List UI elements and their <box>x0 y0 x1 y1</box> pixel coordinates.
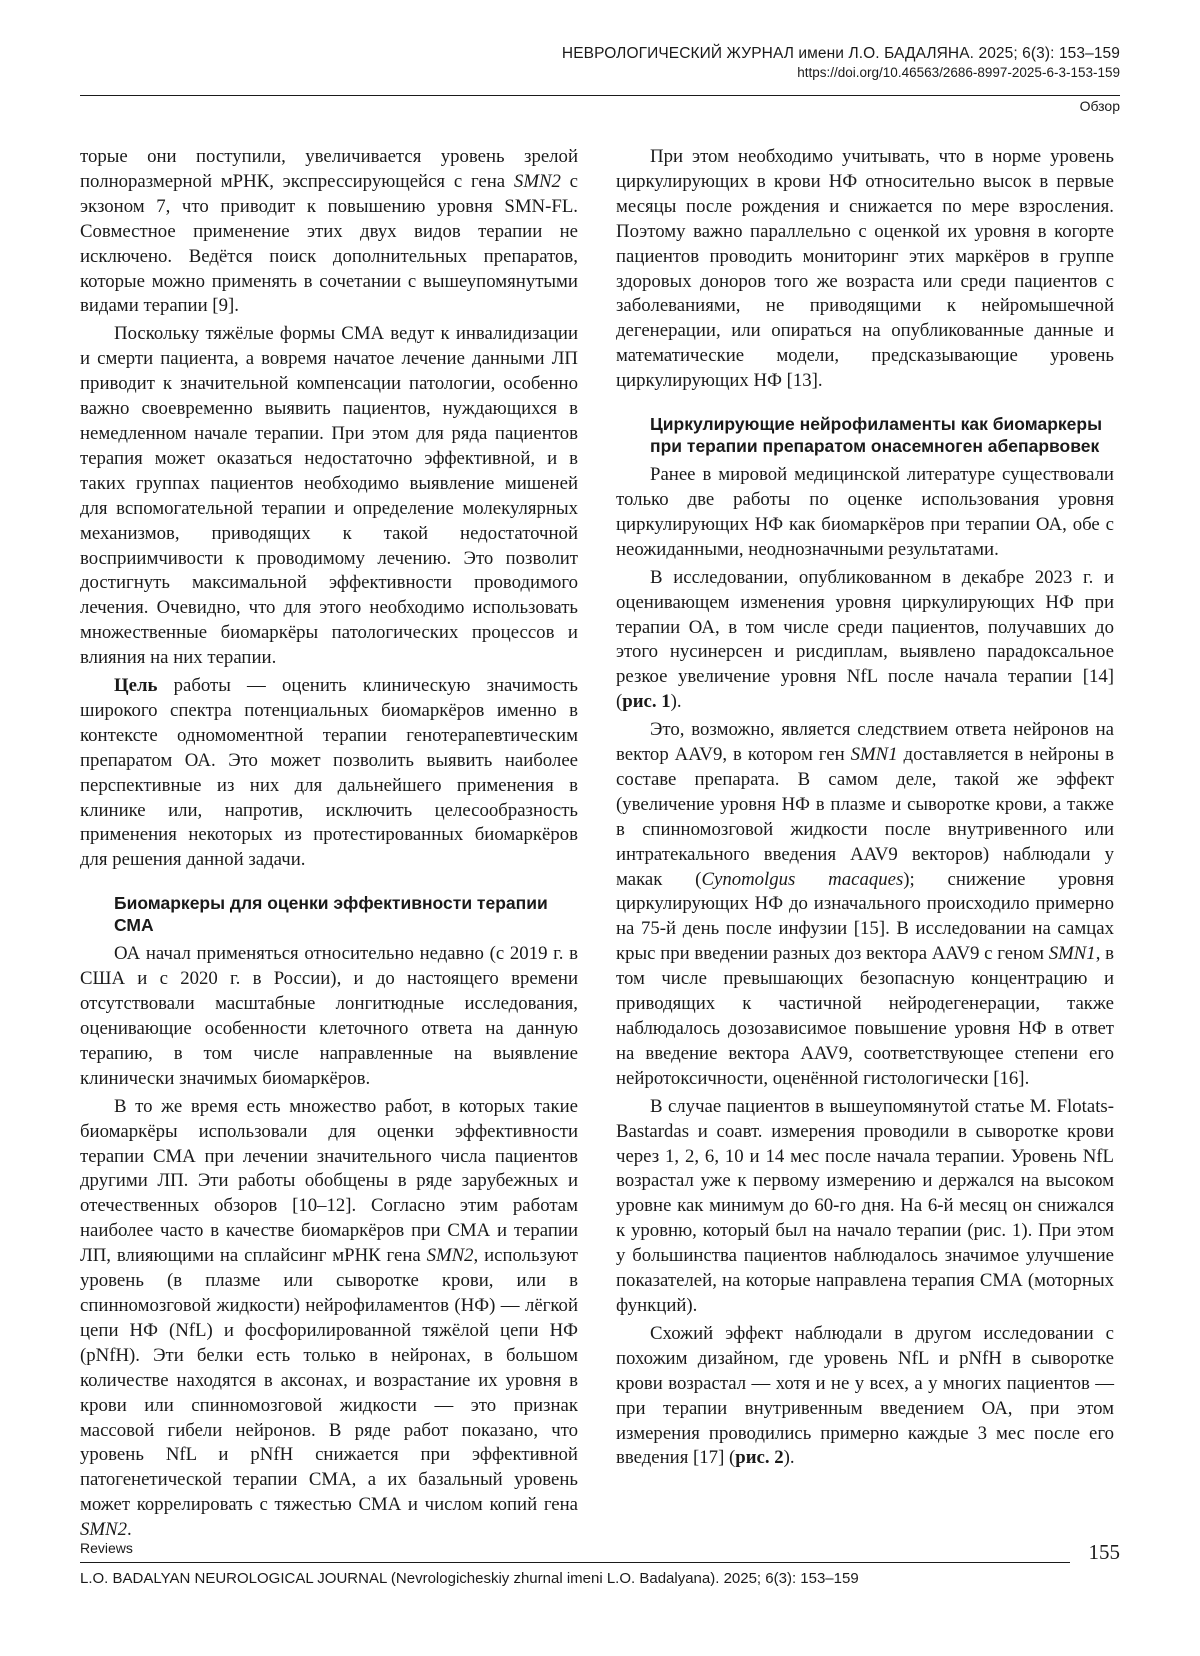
paragraph: Схожий эффект наблюдали в другом исследовании с похожим дизайном, где уровень NfL и pNfH в сыворотке крови возрастал — хотя и не у всех, а у многих пациентов — при терапии внутривенным введением ОА, при этом измерения проводились примерно каждые 3 мес после его введения [17] (рис. 2). <box>616 1322 1114 1469</box>
paragraph: Это, возможно, является следствием ответа нейронов на вектор AAV9, в котором ген SMN1 доставляется в нейроны в составе препарата. В самом деле, такой же эффект (увеличение уровня НФ в плазме и сыворотке крови, а также в спинномозговой жидкости после внутривенного или интратекального введения AAV9 векторов) наблюдали у макак (Cynomolgus macaques); снижение уровня циркулирующих НФ до изначального происходило примерно на 75-й день после инфузии [15]. В исследовании на самцах крыс при введении разных доз вектора AAV9 с геном SMN1, в том числе превышающих безопасную концентрацию и приводящих к частичной нейродегенерации, также наблюдалось дозозависимое повышение уровня НФ в ответ на введение вектора AAV9, соответствующее степени его нейротоксичности, оценённой гистологически [16]. <box>616 719 1114 1089</box>
gene-name: SMN1 <box>1048 943 1096 965</box>
paragraph: Поскольку тяжёлые формы СМА ведут к инвалидизации и смерти пациента, а вовремя начатое лечение данными ЛП приводит к значительной компенсации патологии, особенно важно своевременно выявить пациентов, нуждающихся в немедленном начале терапии. При этом для ряда пациентов терапия может оказаться недостаточно эффективной, и в таких группах пациентов необходимо выявление мишеней для вспомогательной терапии и определение молекулярных механизмов, приводящих к такой недостаточной восприимчивости к проводимому лечению. Это позволит достигнуть максимальной эффективности проводимого лечения. Очевидно, что для этого необходимо использовать множественные биомаркёры патологических процессов и влияния на них терапии. <box>80 323 578 669</box>
paragraph: В исследовании, опубликованном в декабре 2023 г. и оценивающем изменения уровня циркулирующих НФ при терапии ОА, в том числе среди пациентов, получавших до этого нусинерсен и рисдиплам, выявлено парадоксальное резкое увеличение уровня NfL после начала терапии [14] (рис. 1). <box>616 566 1114 713</box>
paragraph: Цель работы — оценить клиническую значимость широкого спектра потенциальных биомаркёров именно в контексте одномоментной терапии генотерапевтическим препаратом ОА. Это может позволить выявить наиболее перспективные из них для дальнейшего применения в клинике или, напротив, исключить целесообразность применения некоторых из протестированных биомаркёров для решения данной задачи. <box>80 675 578 871</box>
journal-title: НЕВРОЛОГИЧЕСКИЙ ЖУРНАЛ имени Л.О. БАДАЛЯНА. 2025; 6(3): 153–159 <box>561 45 1120 62</box>
paragraph: торые они поступили, увеличивается уровень зрелой полноразмерной мРНК, экспрессирующейся с гена SMN2 с экзоном 7, что приводит к повышению уровня SMN-FL. Совместное применение этих двух видов терапии не исключено. Ведётся поиск дополнительных препаратов, которые можно применять в сочетании с вышеупомянутыми видами терапии [9]. <box>80 146 578 317</box>
section-heading: Биомаркеры для оценки эффективности терапии СМА <box>114 893 548 935</box>
paragraph: В то же время есть множество работ, в которых такие биомаркёры использовали для оценки эффективности терапии СМА при лечении значительного числа пациентов другими ЛП. Эти работы обобщены в ряде зарубежных и отечественных обзоров [10–12]. Согласно этим работам наиболее часто в качестве биомаркёров при СМА и терапии ЛП, влияющими на сплайсинг мРНК гена SMN2, используют уровень (в плазме или сыворотке крови, или в спинномозговой жидкости) нейрофиламентов (НФ) — лёгкой цепи НФ (NfL) и фосфорилированной тяжёлой цепи НФ (pNfH). Эти белки есть только в нейронах, в большом количестве находятся в аксонах, и возрастание их уровня в крови или спинномозговой жидкости — это признак массовой гибели нейронов. В ряде работ показано, что уровень NfL и pNfH снижается при эффективной патогенетической терапии СМА, а их базальный уровень может коррелировать с тяжестью СМА и числом копий гена SMN2. <box>80 1095 578 1541</box>
gene-name: SMN2 <box>513 170 561 192</box>
doi-link[interactable]: https://doi.org/10.46563/2686-8997-2025-6-3-153-159 <box>797 65 1120 80</box>
section-heading: Циркулирующие нейрофиламенты как биомаркеры при терапии препаратом онасемноген абепарвовек <box>650 414 1103 456</box>
species-name: Cynomolgus macaques <box>701 868 904 890</box>
header-rule <box>80 95 1120 96</box>
aim-label: Цель <box>114 675 158 697</box>
figure-ref[interactable]: рис. 1 <box>622 691 671 713</box>
section-label: Обзор <box>1079 98 1120 114</box>
left-column <box>80 145 578 1543</box>
paragraph: ОА начал применяться относительно недавно (с 2019 г. в США и с 2020 г. в России), и до настоящего времени отсутствовали масштабные лонгитюдные исследования, оценивающие особенности клеточного ответа на данную терапию, в том числе направленные на выявление клинически значимых биомаркёров. <box>80 943 578 1089</box>
running-header <box>80 44 1120 82</box>
footer-journal-title: L.O. BADALYAN NEUROLOGICAL JOURNAL (Nevrologicheskiy zhurnal imeni L.O. Badalyana). 2025; 6(3): 153–159 <box>80 1570 859 1587</box>
page-number: 155 <box>1088 1540 1120 1564</box>
footer-section-label: Reviews <box>80 1540 133 1556</box>
paragraph: При этом необходимо учитывать, что в норме уровень циркулирующих в крови НФ относительно высок в первые месяцы после рождения и снижается по мере взросления. Поэтому важно параллельно с оценкой их уровня в когорте пациентов проводить мониторинг этих маркёров в группе здоровых доноров того же возраста или среди пациентов с заболеваниями, не приводящими к нейромышечной дегенерации, или опираться на опубликованные данные и математические модели, предсказывающие уровень циркулирующих НФ [13]. <box>616 146 1114 392</box>
paragraph: В случае пациентов в вышеупомянутой статье M. Flotats-Bastardas и соавт. измерения проводили в сыворотке крови через 1, 2, 6, 10 и 14 мес после начала терапии. Уровень NfL возрастал уже к первому измерению и держался на высоком уровне как минимум до 60-го дня. На 6-й месяц он снижался к уровню, который был на начало терапии (рис. 1). При этом у большинства пациентов наблюдалось значимое улучшение показателей, на которые направлена терапия СМА (моторных функций). <box>616 1095 1114 1316</box>
right-column <box>616 145 1114 1471</box>
gene-name: SMN1 <box>850 744 898 766</box>
paragraph: Ранее в мировой медицинской литературе существовали только две работы по оценке использования уровня циркулирующих НФ как биомаркёров при терапии ОА, обе с неожиданными, неоднозначными результатами. <box>616 464 1114 560</box>
gene-name: SMN2 <box>80 1519 127 1541</box>
figure-ref[interactable]: рис. 2 <box>735 1447 784 1469</box>
footer-rule <box>80 1562 1070 1563</box>
gene-name: SMN2 <box>426 1245 474 1267</box>
